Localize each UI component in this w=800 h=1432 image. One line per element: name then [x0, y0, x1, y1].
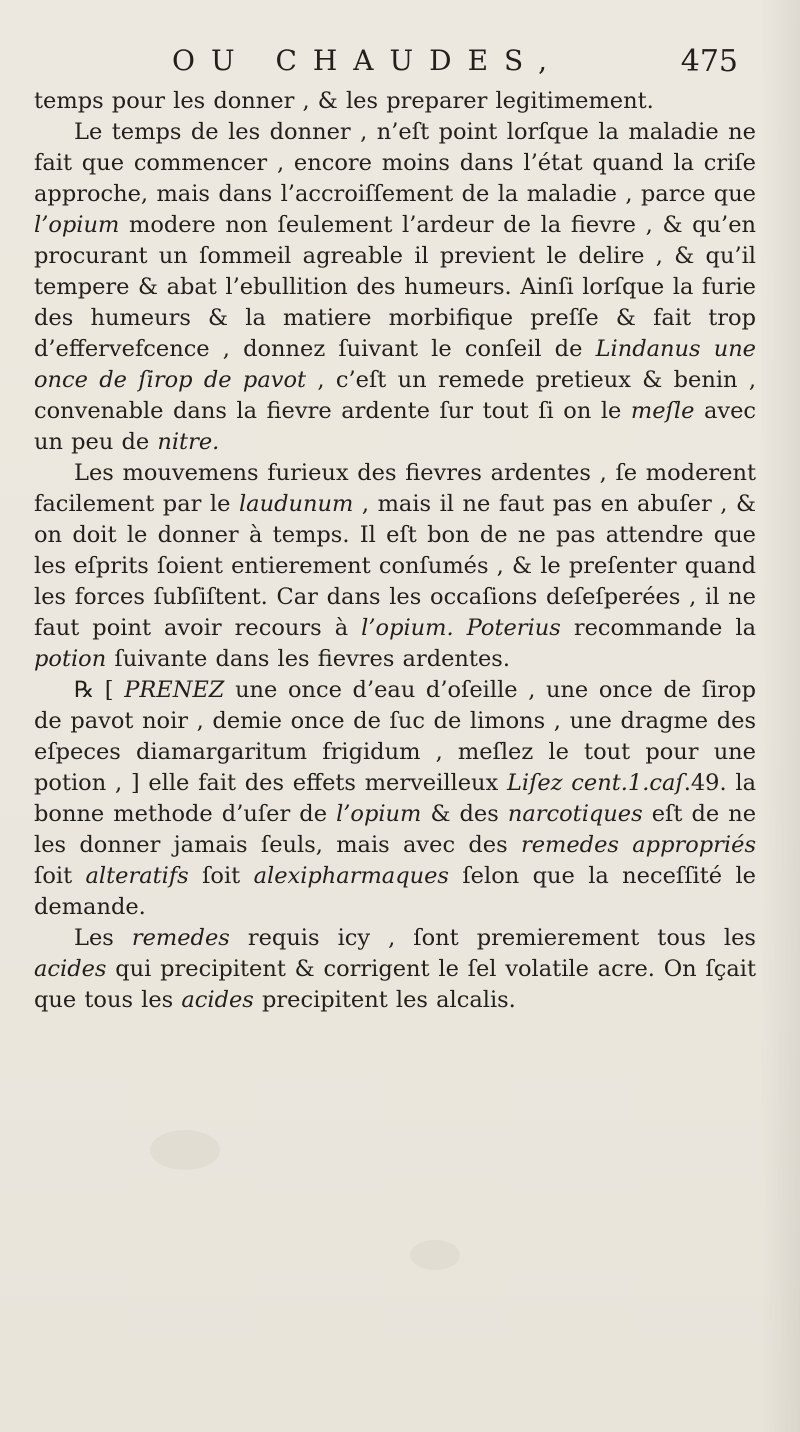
running-title: OU CHAUDES, — [172, 44, 564, 77]
paragraph-recipe — [34, 675, 756, 923]
italic-term: potion — [34, 646, 107, 672]
text-run: recommande la — [560, 615, 756, 641]
text-run: , c’eſt un remede pretieux & benin , convenable dans la fievre ardente ſur tout ſi on le — [34, 367, 756, 424]
text-run: ſelon que la neceſſité le demande. — [34, 863, 756, 920]
italic-term: alteratifs — [85, 863, 189, 889]
text-run: modere non ſeulement l’ardeur de la fievre , & qu’en procurant un ſommeil agreable il previent le delire , & qu’il tempere & abat l’ebullition des humeurs. Ainſi lorſque la furie des humeurs & la matiere morbifique preſſe & fait trop d’effervefcence , donnez ſuivant le conſeil de — [34, 212, 756, 362]
text-run: precipitent les alcalis. — [253, 987, 516, 1013]
text-run: Les — [74, 925, 132, 951]
paper-stain — [410, 1240, 460, 1270]
text-run: avec un peu de — [34, 398, 756, 455]
page-number: 475 — [680, 44, 738, 79]
running-head — [36, 44, 738, 80]
text-run: .49. la bonne methode d’uſer de — [34, 770, 756, 827]
text-run: & des — [421, 801, 508, 827]
text-run: ſoit — [188, 863, 254, 889]
paragraph — [34, 458, 756, 675]
italic-term: remedes appropriés — [520, 832, 756, 858]
italic-term: narcotiques — [507, 801, 643, 827]
text-run: ſoit — [34, 863, 86, 889]
text-run: requis icy , ſont premierement tous les — [229, 925, 756, 951]
italic-term: l’opium. Poterius — [361, 615, 561, 641]
recipe-symbol: ℞ [ — [74, 677, 125, 703]
italic-term: PRENEZ — [124, 677, 225, 703]
italic-term: laudunum — [238, 491, 354, 517]
italic-term: l’opium — [336, 801, 422, 827]
paragraph — [34, 117, 756, 458]
text-run: Les mouvemens furieux des fievres ardentes , ſe moderent facilement par le — [34, 460, 756, 517]
text-run: une once d’eau d’oſeille , une once de ſirop de pavot noir , demie once de ſuc de limons , une dragme des eſpeces diamargaritum frigidum , meſlez le tout pour une potion , ] elle fait des effets merveilleux — [34, 677, 756, 796]
text-run: ſuivante dans les fievres ardentes. — [106, 646, 510, 672]
italic-term: acides — [181, 987, 254, 1013]
paragraph-continuation — [34, 86, 756, 117]
italic-term: meſle — [630, 398, 695, 424]
text-run: qui precipitent & corrigent le ſel volatile acre. On ſçait que tous les — [34, 956, 756, 1013]
paper-stain — [150, 1130, 220, 1170]
italic-reference: Liſez cent.1.caſ — [506, 770, 684, 796]
italic-term: l’opium — [34, 212, 120, 238]
italic-term: alexipharmaques — [253, 863, 449, 889]
text-run: , mais il ne faut pas en abuſer , & on doit le donner à temps. Il eſt bon de ne pas attendre que les eſprits ſoient entierement conſumés , & le preſenter quand les forces ſubſiſtent. Car dans les occaſions deſeſperées , il ne faut point avoir recours à — [34, 491, 756, 641]
text-run: Le temps de les donner , n’eſt point lorſque la maladie ne fait que commencer , encore moins dans l’état quand la criſe approche, mais dans l’accroiſſement de la maladie , parce que — [34, 119, 756, 207]
italic-term: remedes — [131, 925, 230, 951]
body-text — [34, 86, 756, 1016]
italic-term: Lindanus une once de ſirop de pavot — [34, 336, 756, 393]
italic-term: acides — [34, 956, 107, 982]
text-run: temps pour les donner , & les preparer legitimement. — [34, 88, 654, 114]
text-run: eſt de ne les donner jamais ſeuls, mais avec des — [34, 801, 757, 858]
paragraph — [34, 923, 756, 1016]
italic-term: nitre. — [157, 429, 220, 455]
